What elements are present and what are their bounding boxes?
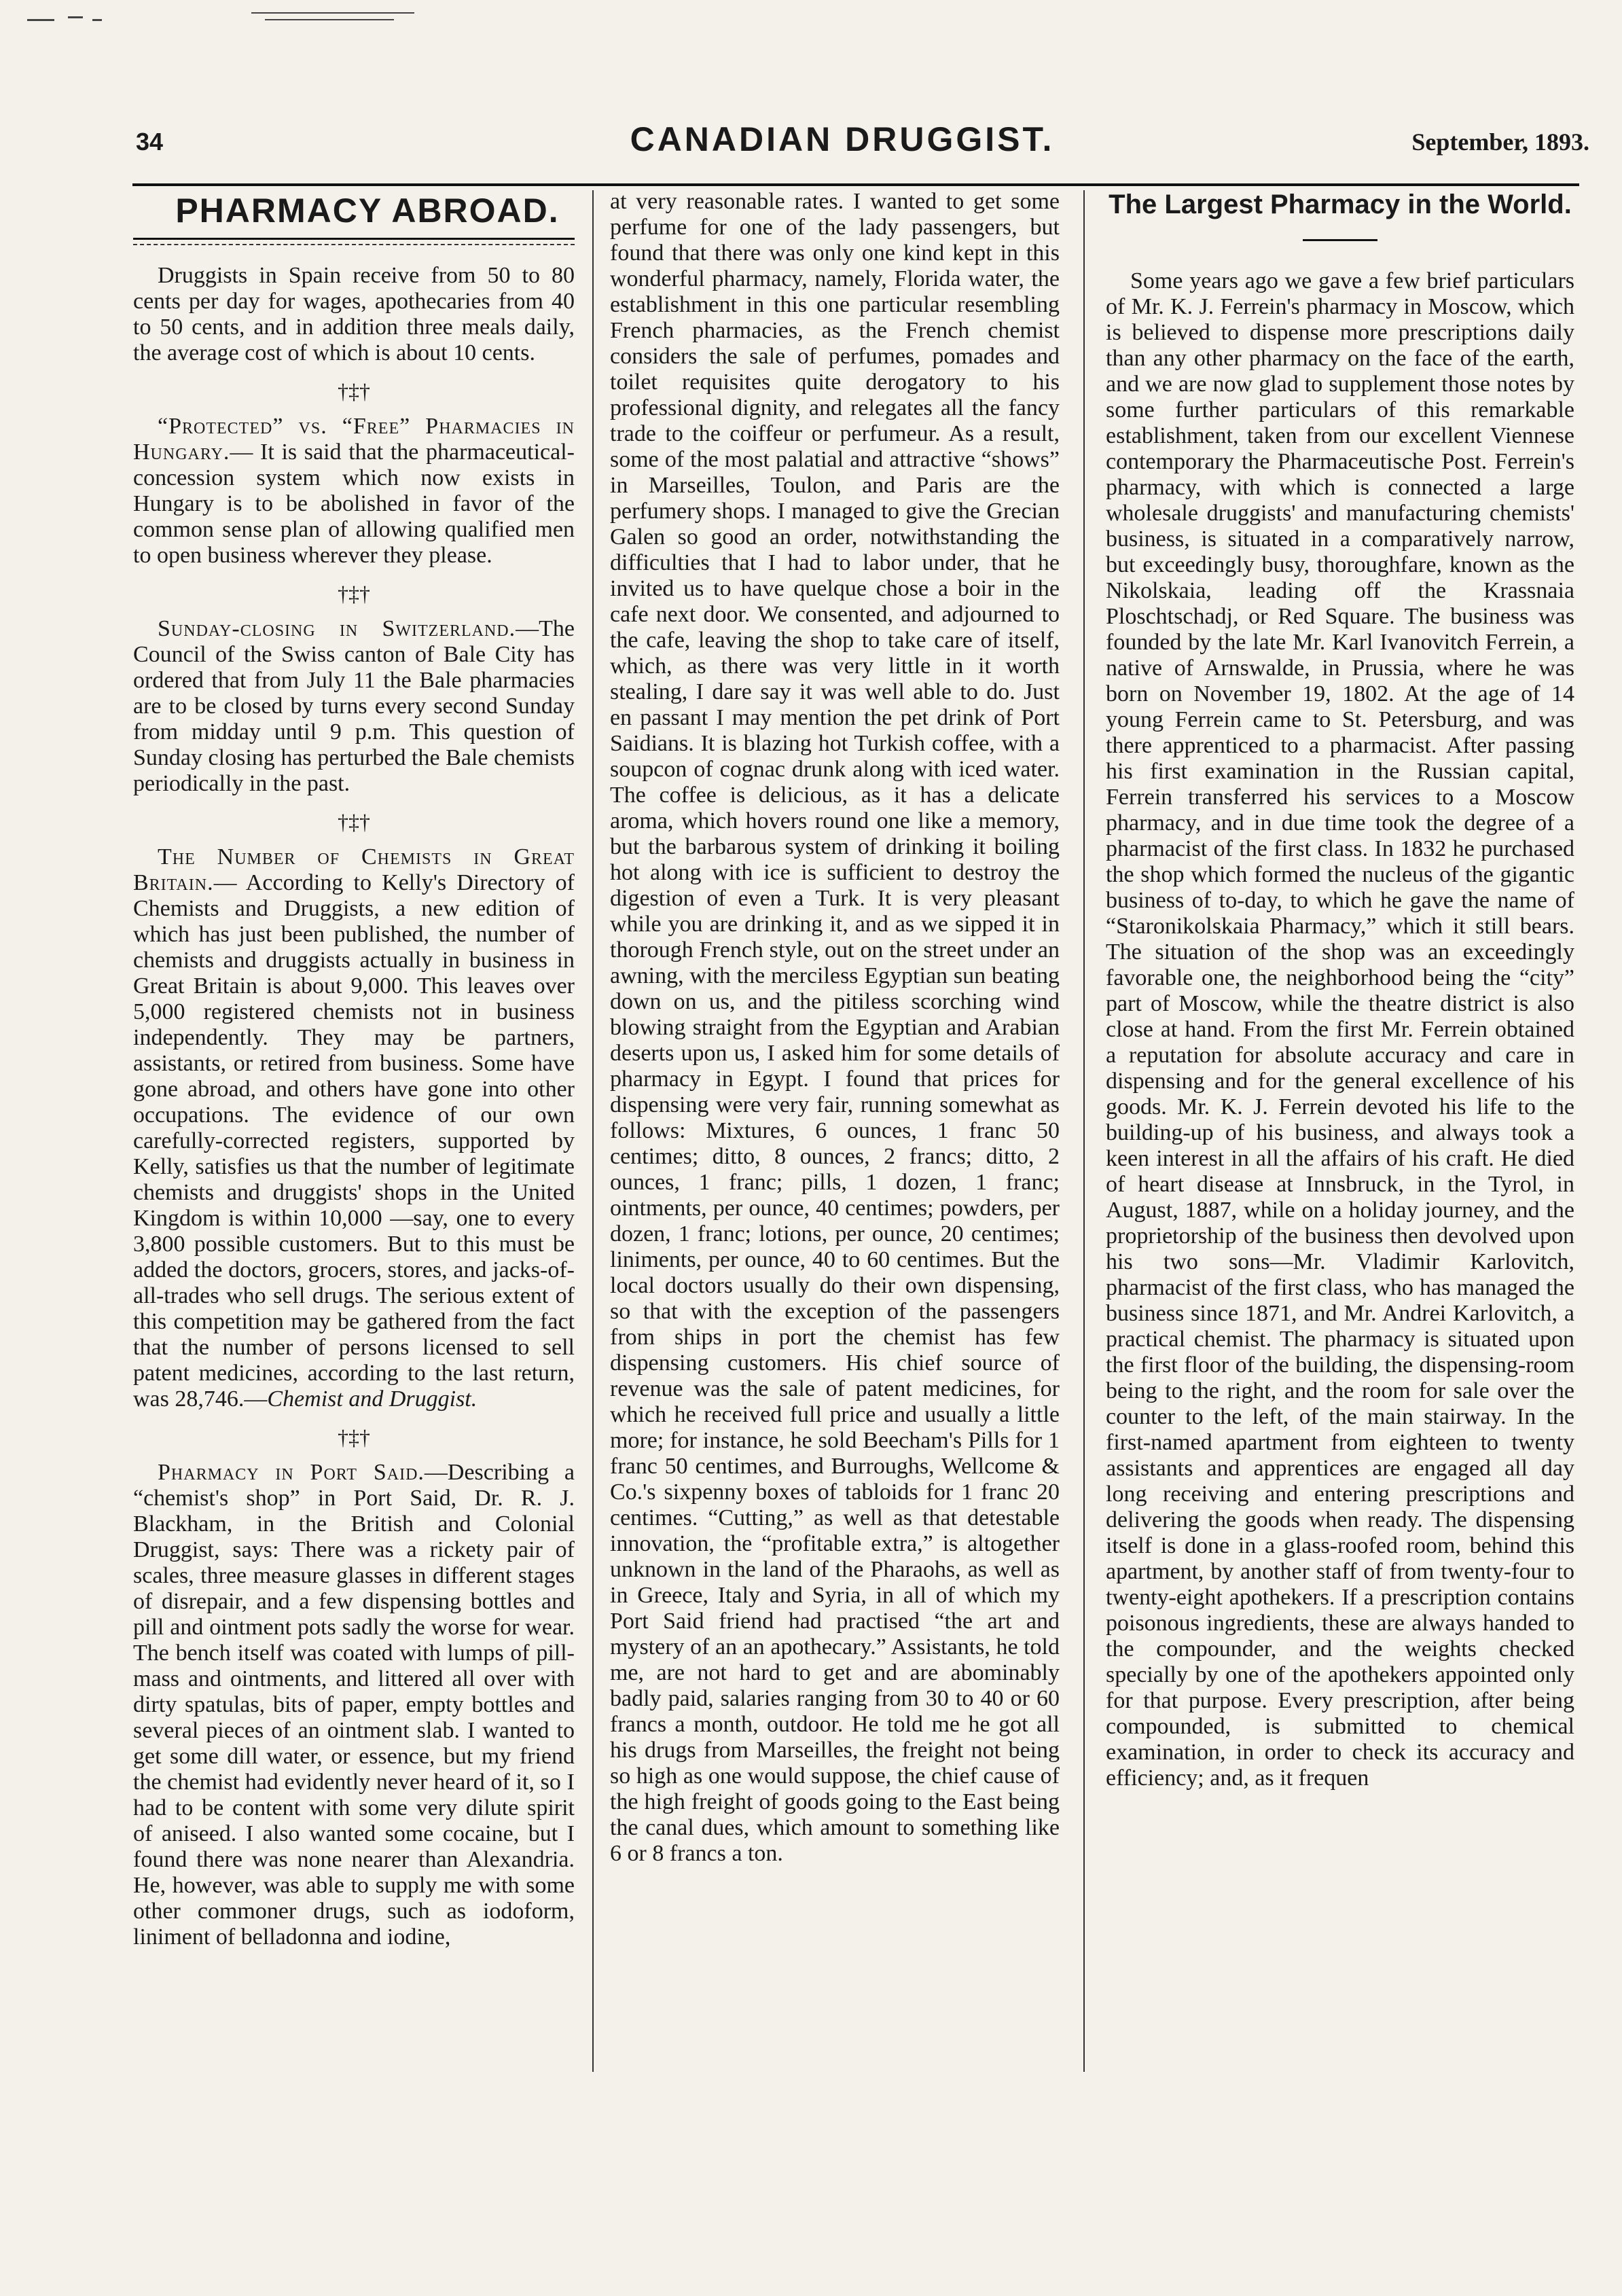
britain-heading: The Number of Chemists in Great Britain. [133, 844, 575, 895]
title-rule-dashed [133, 244, 575, 245]
hungary-body: — It is said that the pharmaceutical-concession system which now exists in Hungary is to be abolished in favor of the common sense plan of allowing qualified men to open business wherever they please. [133, 440, 575, 568]
portsaid-body: —Describing a “chemist's shop” in Port Said, Dr. R. J. Blackham, in the British and Colonial Druggist, says: There was a rickety pair of scales, three measure glasses in different stages of disrepair, and a few dispensing bottles and pill and ointment pots sadly the worse for wear. The bench itself was coated with lumps of pill-mass and ointments, and littered all over with dirty spatulas, bits of paper, empty bottles and several pieces of an ointment slab. I wanted to get some dill water, or essence, but my friend the chemist had evidently never heard of it, so I had to be content with some very dilute spirit of aniseed. I also wanted some cocaine, but I found there was none nearer than Alexandria. He, however, was able to supply me with some other commoner drugs, such as iodoform, liniment of belladonna and iodine, [133, 1460, 575, 1950]
magazine-title: CANADIAN DRUGGIST. [630, 120, 1055, 158]
column-divider-1 [592, 190, 594, 2072]
portsaid-heading: Pharmacy in Port Said. [158, 1460, 425, 1485]
switzerland-heading: Sunday-closing in Switzerland. [158, 616, 516, 641]
page-header [95, 120, 1589, 167]
britain-source: Chemist and Druggist. [267, 1386, 477, 1412]
section-divider: †‡† [338, 581, 370, 606]
section-divider: †‡† [338, 1425, 370, 1450]
article-title-rule [1303, 239, 1377, 241]
section-title: PHARMACY ABROAD. [175, 192, 560, 230]
article-title: The Largest Pharmacy in the World. [1109, 190, 1572, 219]
column-2 [610, 189, 1060, 1872]
scan-artifact-marks [27, 10, 462, 30]
section-divider: †‡† [338, 810, 370, 834]
hungary-paragraph [133, 414, 575, 569]
portsaid-continued: at very reasonable rates. I wanted to get some perfume for one of the lady passengers, but found that there was only one kind kept in this wonderful pharmacy, namely, Florida water, the establishment in this one particular resembling French pharmacies, as the French chemist considers the sale of perfumes, pomades and toilet requisites quite derogatory to his professional dignity, and relegates all the fancy trade to the coiffeur or perfumeur. As a result, some of the most palatial and attractive “shows” in Marseilles, Toulon, and Paris are the perfumery shops. I managed to give the Grecian Galen so good an order, notwithstanding the difficulties that I had to labor under, that he invited us to have quelque chose a boir in the cafe next door. We consented, and adjourned to the cafe, leaving the shop to take care of itself, which, as there was very little in it worth stealing, I dare say it was well able to do. Just en passant I may mention the pet drink of Port Saidians. It is blazing hot Turkish coffee, with a soupcon of cognac drunk along with iced water. The coffee is delicious, as it has a delicate aroma, which hovers round one like a memory, but the barbarous system of drinking it boiling hot along with ice is sufficient to destroy the digestion of even a Turk. It is very pleasant while you are drinking it, and as we sipped it in thorough French style, out on the street under an awning, with the merciless Egyptian sun beating down on us, and the pitiless scorching wind blowing straight from the Egyptian and Arabian deserts upon us, I asked him for some details of pharmacy in Egypt. I found that prices for dispensing were very fair, running somewhat as follows: Mixtures, 6 ounces, 1 franc 50 centimes; ditto, 8 ounces, 2 francs; ditto, 2 ounces, 1 franc; pills, 1 dozen, 1 franc; ointments, per ounce, 40 centimes; powders, per dozen, 1 franc; lotions, per ounce, 20 centimes; liniments, per ounce, 40 to 60 centimes. But the local doctors usually do their own dispensing, so that with the exception of the passengers from ships in port the chemist has few dispensing customers. His chief source of revenue was the sale of patent medicines, for which he received full price and usually a little more; for instance, he sold Beecham's Pills for 1 franc 50 centimes, and Burroughs, Wellcome & Co.'s sixpenny boxes of tabloids for 1 franc 20 centimes. “Cutting,” as well as that detestable innovation, the “profitable extra,” is altogether unknown in the land of the Pharaohs, as well as in Greece, Italy and Syria, in all of which my Port Said friend had practised “the art and mystery of an an apothecary.” Assistants, he told me, are not hard to get and are abominably badly paid, salaries ranging from 30 to 40 or 60 francs a month, outdoor. He told me he got all his drugs from Marseilles, the freight not being so high as one would suppose, the chief cause of the high freight of goods going to the East being the canal dues, which amount to something like 6 or 8 francs a ton. [610, 189, 1060, 1866]
britain-body: — According to Kelly's Directory of Chemists and Druggists, a new edition of which has just been published, the number of chemists and druggists actually in business in Great Britain is about 9,000. This leaves over 5,000 registered chemists not in business independently. They may be partners, assistants, or retired from business. Some have gone abroad, and others have gone into other occupations. The evidence of our own carefully-corrected registers, supported by Kelly, satisfies us that the number of legitimate chemists and druggists' shops in the United Kingdom is within 10,000 —say, one to every 3,800 possible customers. But to this must be added the doctors, grocers, stores, and jacks-of-all-trades who sell drugs. The serious extent of this competition may be gathered from the fact that the number of persons licensed to sell patent medicines, according to the last return, was 28,746.— [133, 870, 575, 1412]
column-1 [133, 189, 575, 1956]
column-3 [1106, 189, 1574, 2007]
section-divider: †‡† [338, 379, 370, 403]
header-rule [132, 183, 1579, 186]
issue-date: September, 1893. [1411, 128, 1589, 156]
intro-paragraph: Druggists in Spain receive from 50 to 80 cents per day for wages, apothecaries from 40 to 50 cents, and in addition three meals daily, the average cost of which is about 10 cents. [133, 263, 575, 365]
hungary-heading: “Protected” vs. “Free” Pharmacies in Hungary. [133, 414, 575, 465]
title-rule [133, 238, 575, 240]
article-body-wrap [1106, 268, 1574, 2007]
britain-paragraph [133, 844, 575, 1412]
switzerland-body: —The Council of the Swiss canton of Bale City has ordered that from July 11 the Bale pharmacies are to be closed by turns every second Sunday from midday until 9 p.m. This question of Sunday closing has perturbed the Bale chemists periodically in the past. [133, 616, 575, 796]
article-body: Some years ago we gave a few brief particulars of Mr. K. J. Ferrein's pharmacy in Moscow, which is believed to dispense more prescriptions daily than any other pharmacy on the face of the earth, and we are now glad to supplement those notes by some further particulars of this remarkable establishment, taken from our excellent Viennese contemporary the Pharmaceutische Post. Ferrein's pharmacy, with which is connected a large wholesale druggists' and manufacturing chemists' business, is situated in a comparatively narrow, but exceedingly busy, thoroughfare, known as the Nikolskaia, leading off the Krassnaia Ploschtschadj, or Red Square. The business was founded by the late Mr. Karl Ivanovitch Ferrein, a native of Arnswalde, in Prussia, where he was born on November 19, 1802. At the age of 14 young Ferrein came to St. Petersburg, and was there apprenticed to a pharmacist. After passing his first examination in the Russian capital, Ferrein transferred his services to a Moscow pharmacy, and in due time took the degree of a pharmacist of the first class. In 1832 he purchased the shop which formed the nucleus of the gigantic business of to-day, to which he gave the name of “Staronikolskaia Pharmacy,” which it still bears. The situation of the shop was an exceedingly favorable one, the neighborhood being the “city” part of Moscow, while the theatre district is also close at hand. From the first Mr. Ferrein obtained a reputation for absolute accuracy and care in dispensing and for the general excellence of his goods. Mr. K. J. Ferrein devoted his life to the building-up of his business, and always took a keen interest in all the affairs of his craft. He died of heart disease at Innsbruck, in the Tyrol, in August, 1887, while on a holiday journey, and the proprietorship of the business then devolved upon his two sons—Mr. Vladimir Karlovitch, pharmacist of the first class, who has managed the business since 1871, and Mr. Andrei Karlovitch, a practical chemist. The pharmacy is situated upon the first floor of the building, the dispensing-room being to the right, and the room for sale over the counter to the left, of the main stairway. In the first-named apartment from eighteen to twenty assistants and apprentices are engaged all day long receiving and entering prescriptions and delivering the goods when ready. The dispensing itself is done in a glass-roofed room, behind this apartment, by another staff of from twenty-four to twenty-eight apothekers. If a prescription contains poisonous ingredients, these are always handed to the compounder, and the weights checked specially by one of the apothekers appointed only for that purpose. Every prescription, after being compounded, is submitted to chemical examination, in order to check its accuracy and efficiency; and, as it frequen [1106, 268, 1574, 1791]
column-divider-2 [1083, 190, 1085, 2072]
switzerland-paragraph [133, 616, 575, 797]
portsaid-paragraph [133, 1460, 575, 1950]
page-number: 34 [136, 128, 164, 156]
